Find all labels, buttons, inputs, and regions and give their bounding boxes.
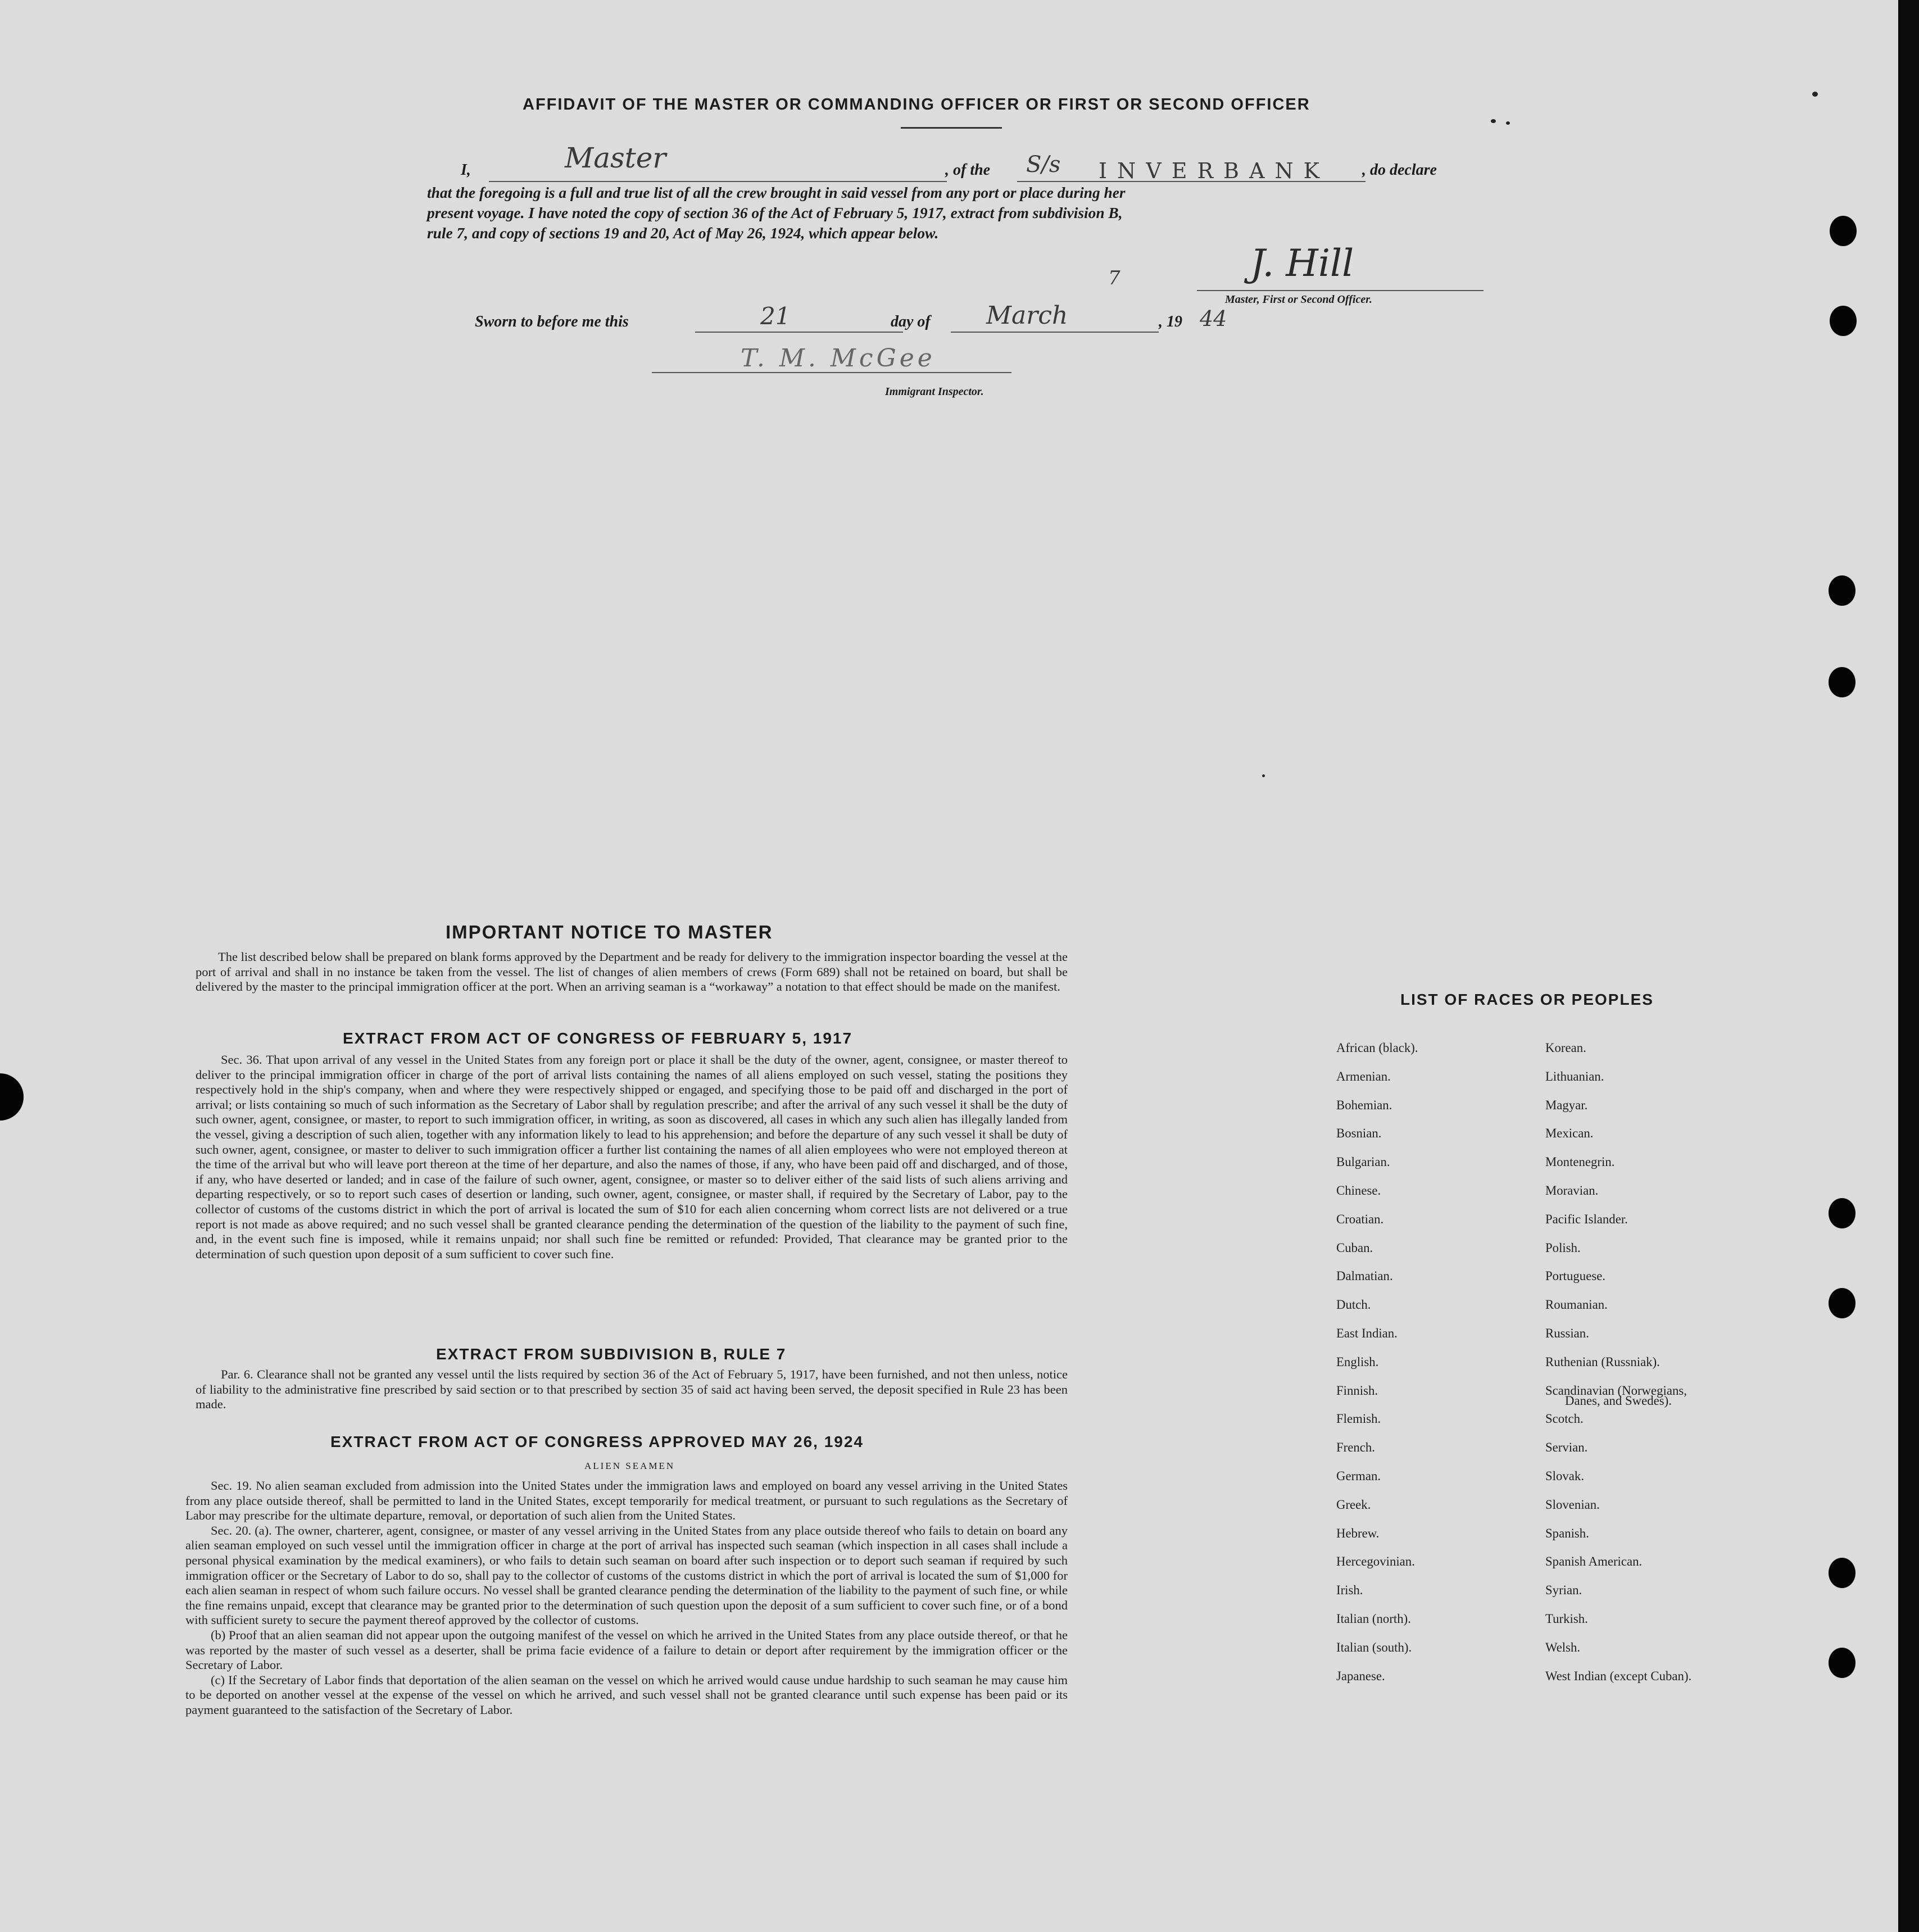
punch-hole-4	[1829, 667, 1856, 697]
affidavit-line-1: that the foregoing is a full and true list of all the crew brought in said vessel from any port or place during her	[427, 184, 1126, 201]
race-item: Moravian.	[1545, 1183, 1599, 1198]
race-item: Hebrew.	[1336, 1526, 1380, 1540]
left-edge-notch	[0, 1073, 24, 1121]
race-item: Korean.	[1545, 1041, 1586, 1055]
notice-text	[196, 950, 1068, 995]
race-item: Scotch.	[1545, 1412, 1584, 1426]
day-blank	[695, 332, 903, 333]
extract-rule7-text	[196, 1367, 1068, 1412]
notice-title: IMPORTANT NOTICE TO MASTER	[446, 922, 773, 942]
punch-hole-1	[1830, 216, 1857, 246]
officer-signature: J. Hill	[1250, 242, 1354, 285]
alien-seamen-subtitle: ALIEN SEAMEN	[584, 1461, 675, 1471]
race-item: Hercegovinian.	[1336, 1554, 1415, 1568]
punch-hole-3	[1829, 575, 1856, 606]
extract-1917-text	[196, 1053, 1068, 1262]
sworn-year: 44	[1200, 306, 1227, 331]
title-rule	[901, 127, 1002, 129]
day-of-label: day of	[891, 313, 931, 330]
race-item: Turkish.	[1545, 1612, 1588, 1626]
speck	[1506, 121, 1510, 125]
race-item: Slovenian.	[1545, 1498, 1600, 1512]
race-item: Bohemian.	[1336, 1098, 1392, 1112]
officer-caption: Master, First or Second Officer.	[1225, 293, 1372, 306]
sec-20b-paragraph: (b) Proof that an alien seaman did not appear upon the outgoing manifest of the vessel on which he arrived in the United States from any place outside thereof, or that he was reported by the master of such vessel as a deserter, shall be prima facie evidence of a failure to detain or deport after requirement by the immigration officer or the Secretary of Labor.	[185, 1627, 1068, 1672]
race-item: Slovak.	[1545, 1469, 1585, 1483]
race-item: Japanese.	[1336, 1669, 1385, 1683]
race-item: Dalmatian.	[1336, 1269, 1393, 1283]
do-declare-label: , do declare	[1362, 161, 1437, 179]
race-item: Chinese.	[1336, 1183, 1381, 1198]
extract-1924-text	[185, 1479, 1068, 1718]
affidavit-title: AFFIDAVIT OF THE MASTER OR COMMANDING OFFICER OR FIRST OR SECOND OFFICER	[523, 96, 1310, 114]
race-item: Montenegrin.	[1545, 1155, 1615, 1169]
vessel-prefix: S/s	[1026, 152, 1061, 178]
extract-rule7-title: EXTRACT FROM SUBDIVISION B, RULE 7	[436, 1345, 787, 1363]
sworn-label: Sworn to before me this	[475, 313, 629, 330]
races-title: LIST OF RACES OR PEOPLES	[1400, 991, 1654, 1008]
race-item: Russian.	[1545, 1326, 1589, 1340]
race-item-scandinavian-cont: Danes, and Swedes).	[1565, 1394, 1672, 1408]
signature-mark: 7	[1108, 267, 1120, 289]
race-item: Pacific Islander.	[1545, 1212, 1628, 1226]
race-item: English.	[1336, 1355, 1379, 1369]
race-item: Armenian.	[1336, 1069, 1391, 1083]
punch-hole-7	[1829, 1558, 1856, 1588]
race-item: Italian (north).	[1336, 1612, 1411, 1626]
race-item: Italian (south).	[1336, 1640, 1412, 1654]
declarant-blank	[489, 181, 947, 182]
sworn-day: 21	[760, 302, 791, 330]
race-item: Spanish American.	[1545, 1554, 1643, 1568]
punch-hole-2	[1830, 306, 1857, 336]
officer-signature-line	[1197, 290, 1484, 291]
month-blank	[951, 332, 1159, 333]
sec-20a-paragraph: Sec. 20. (a). The owner, charterer, agent, consignee, or master of any vessel arriving in the United States from any place outside thereof who fails to detain on board any alien seaman employed on such vessel until the immigration officer in charge at the port of arrival has inspected such seaman (which inspection in all cases shall include a personal physical examination by the medical examiners), or who fails to detain such seaman on board after such inspection or to deport such seaman if required by such immigration officer or the Secretary of Labor to do so, shall pay to the collector of customs of the customs district in which the port of arrival is located the sum of $1,000 for each alien seaman in respect of whom such failure occurs. No vessel shall be granted clearance pending the determination of the liability to the payment of such fine, or while the fine remains unpaid, except that clearance may be granted prior to the determination of such question upon the deposit of a sum sufficient to cover such fine, or of a bond with sufficient surety to secure the payment thereof approved by the collector of customs.	[185, 1523, 1068, 1627]
race-item: Dutch.	[1336, 1298, 1371, 1312]
race-item: German.	[1336, 1469, 1381, 1483]
inspector-caption: Immigrant Inspector.	[885, 386, 984, 398]
race-item: Croatian.	[1336, 1212, 1384, 1226]
race-item: Syrian.	[1545, 1583, 1582, 1597]
race-item: Servian.	[1545, 1440, 1588, 1454]
sworn-month: March	[986, 301, 1068, 330]
race-item: Bosnian.	[1336, 1126, 1382, 1140]
race-item: Bulgarian.	[1336, 1155, 1390, 1169]
race-item: Welsh.	[1545, 1640, 1581, 1654]
race-item: Irish.	[1336, 1583, 1363, 1597]
extract-1917-title: EXTRACT FROM ACT OF CONGRESS OF FEBRUARY 5, 1917	[343, 1030, 853, 1047]
race-item: Ruthenian (Russniak).	[1545, 1355, 1660, 1369]
race-item: East Indian.	[1336, 1326, 1398, 1340]
affidavit-line-2: present voyage. I have noted the copy of section 36 of the Act of February 5, 1917, extract from subdivision B,	[427, 205, 1123, 221]
declarant-label: I,	[461, 161, 471, 179]
punch-hole-5	[1829, 1198, 1856, 1228]
race-item: Flemish.	[1336, 1412, 1381, 1426]
sec-36-paragraph: Sec. 36. That upon arrival of any vessel in the United States from any foreign port or place it shall be the duty of the owner, agent, consignee, or master thereof to deliver to the principal immigration officer in charge of the port of arrival lists containing the names of all aliens employed on such vessel, stating the positions they respectively hold in the ship's company, when and where they were respectively shipped or engaged, and specifying those to be paid off and discharged in the port of arrival; or lists containing so much of such information as the Secretary of Labor shall by regulation prescribe; and after the arrival of any such vessel it shall be the duty of such owner, agent, consignee, or master, to report to such immigration officer, in writing, as soon as discovered, all cases in which any such alien has illegally landed from the vessel, giving a description of such alien, together with any information likely to lead to his apprehension; and before the departure of any such vessel it shall be duty of such owner, agent, consignee, or master to deliver to such immigration officer a further list containing the names of all alien employees who were not employed thereon at the time of the arrival but who will leave port thereon at the time of her departure, and also the names of those, if any, who have been paid off and discharged, and of those, if any, who have deserted or landed; and in case of the failure of such owner, agent, consignee, or master so to deliver either of the said lists of such aliens arriving and departing respectively, or so to report such cases of desertion or landing, such owner, agent, consignee, or master shall, if required by the Secretary of Labor, pay to the collector of customs of the customs district in which the port of arrival is located the sum of $10 for each alien concerning whom correct lists are not delivered or a true report is not made as above required; and no such vessel shall be granted clearance pending the determination of the question of the liability to the payment of such fine, and, in the event such fine is imposed, while it remains unpaid; nor shall such fine be remitted or refunded: Provided, That clearance may be granted prior to the determination of such question upon deposit of a sum sufficient to cover such fine.	[196, 1053, 1068, 1261]
speck	[1812, 92, 1818, 97]
race-item: Polish.	[1545, 1241, 1581, 1255]
of-the-label: , of the	[945, 161, 991, 179]
race-item: Spanish.	[1545, 1526, 1589, 1540]
race-item: African (black).	[1336, 1041, 1418, 1055]
race-item: Magyar.	[1545, 1098, 1588, 1112]
punch-hole-8	[1829, 1648, 1856, 1678]
punch-hole-6	[1829, 1288, 1856, 1318]
notice-paragraph: The list described below shall be prepared on blank forms approved by the Department and be ready for delivery to the immigration inspector boarding the vessel at the port of arrival and shall in no instance be taken from the vessel. The list of changes of alien members of crews (Form 689) shall not be retained on board, but shall be delivered by the master to the principal immigration officer at the port. When an arriving seaman is a “workaway” a notation to that effect should be made on the manifest.	[196, 950, 1068, 994]
race-item: Lithuanian.	[1545, 1069, 1604, 1083]
declarant-name: Master	[565, 142, 666, 174]
sec-20c-paragraph: (c) If the Secretary of Labor finds that deportation of the alien seaman on the vessel on which he arrived would cause undue hardship to such seaman he may cause him to be deported on another vessel at the expense of the vessel on which he arrived, and such vessel shall not be granted clearance until such expense has been paid or its payment guaranteed to the satisfaction of the Secretary of Labor.	[185, 1672, 1068, 1717]
race-item: Portuguese.	[1545, 1269, 1606, 1283]
par-6-paragraph: Par. 6. Clearance shall not be granted any vessel until the lists required by section 36 of the Act of February 5, 1917, have been furnished, and not then unless, notice of liability to the administrative fine prescribed by said section or to that prescribed by section 35 of said act having been served, the deposit specified in Rule 23 has been made.	[196, 1367, 1068, 1412]
race-item: French.	[1336, 1440, 1376, 1454]
race-item: Finnish.	[1336, 1384, 1378, 1398]
speck	[1491, 119, 1496, 123]
year-prefix: , 19	[1159, 313, 1182, 330]
race-item: Greek.	[1336, 1498, 1371, 1512]
race-item: Mexican.	[1545, 1126, 1594, 1140]
inspector-signature-line	[652, 372, 1011, 373]
race-item: Roumanian.	[1545, 1298, 1608, 1312]
race-item: Scandinavian (Norwegians,	[1545, 1384, 1687, 1398]
affidavit-line-3: rule 7, and copy of sections 19 and 20, Act of May 26, 1924, which appear below.	[427, 225, 939, 242]
inspector-signature: T. M. McGee	[741, 344, 936, 373]
speck	[1262, 774, 1265, 777]
vessel-name: INVERBANK	[1099, 158, 1330, 183]
sec-19-paragraph: Sec. 19. No alien seaman excluded from admission into the United States under the immigration laws and employed on board any vessel arriving in the United States from any place outside thereof, shall be permitted to land in the United States, except temporarily for medical treatment, or pursuant to such regulations as the Secretary of Labor may prescribe for the ultimate departure, removal, or deportation of such alien from the United States.	[185, 1479, 1068, 1523]
race-item: West Indian (except Cuban).	[1545, 1669, 1692, 1683]
extract-1924-title: EXTRACT FROM ACT OF CONGRESS APPROVED MAY 26, 1924	[330, 1433, 864, 1450]
race-item: Cuban.	[1336, 1241, 1373, 1255]
